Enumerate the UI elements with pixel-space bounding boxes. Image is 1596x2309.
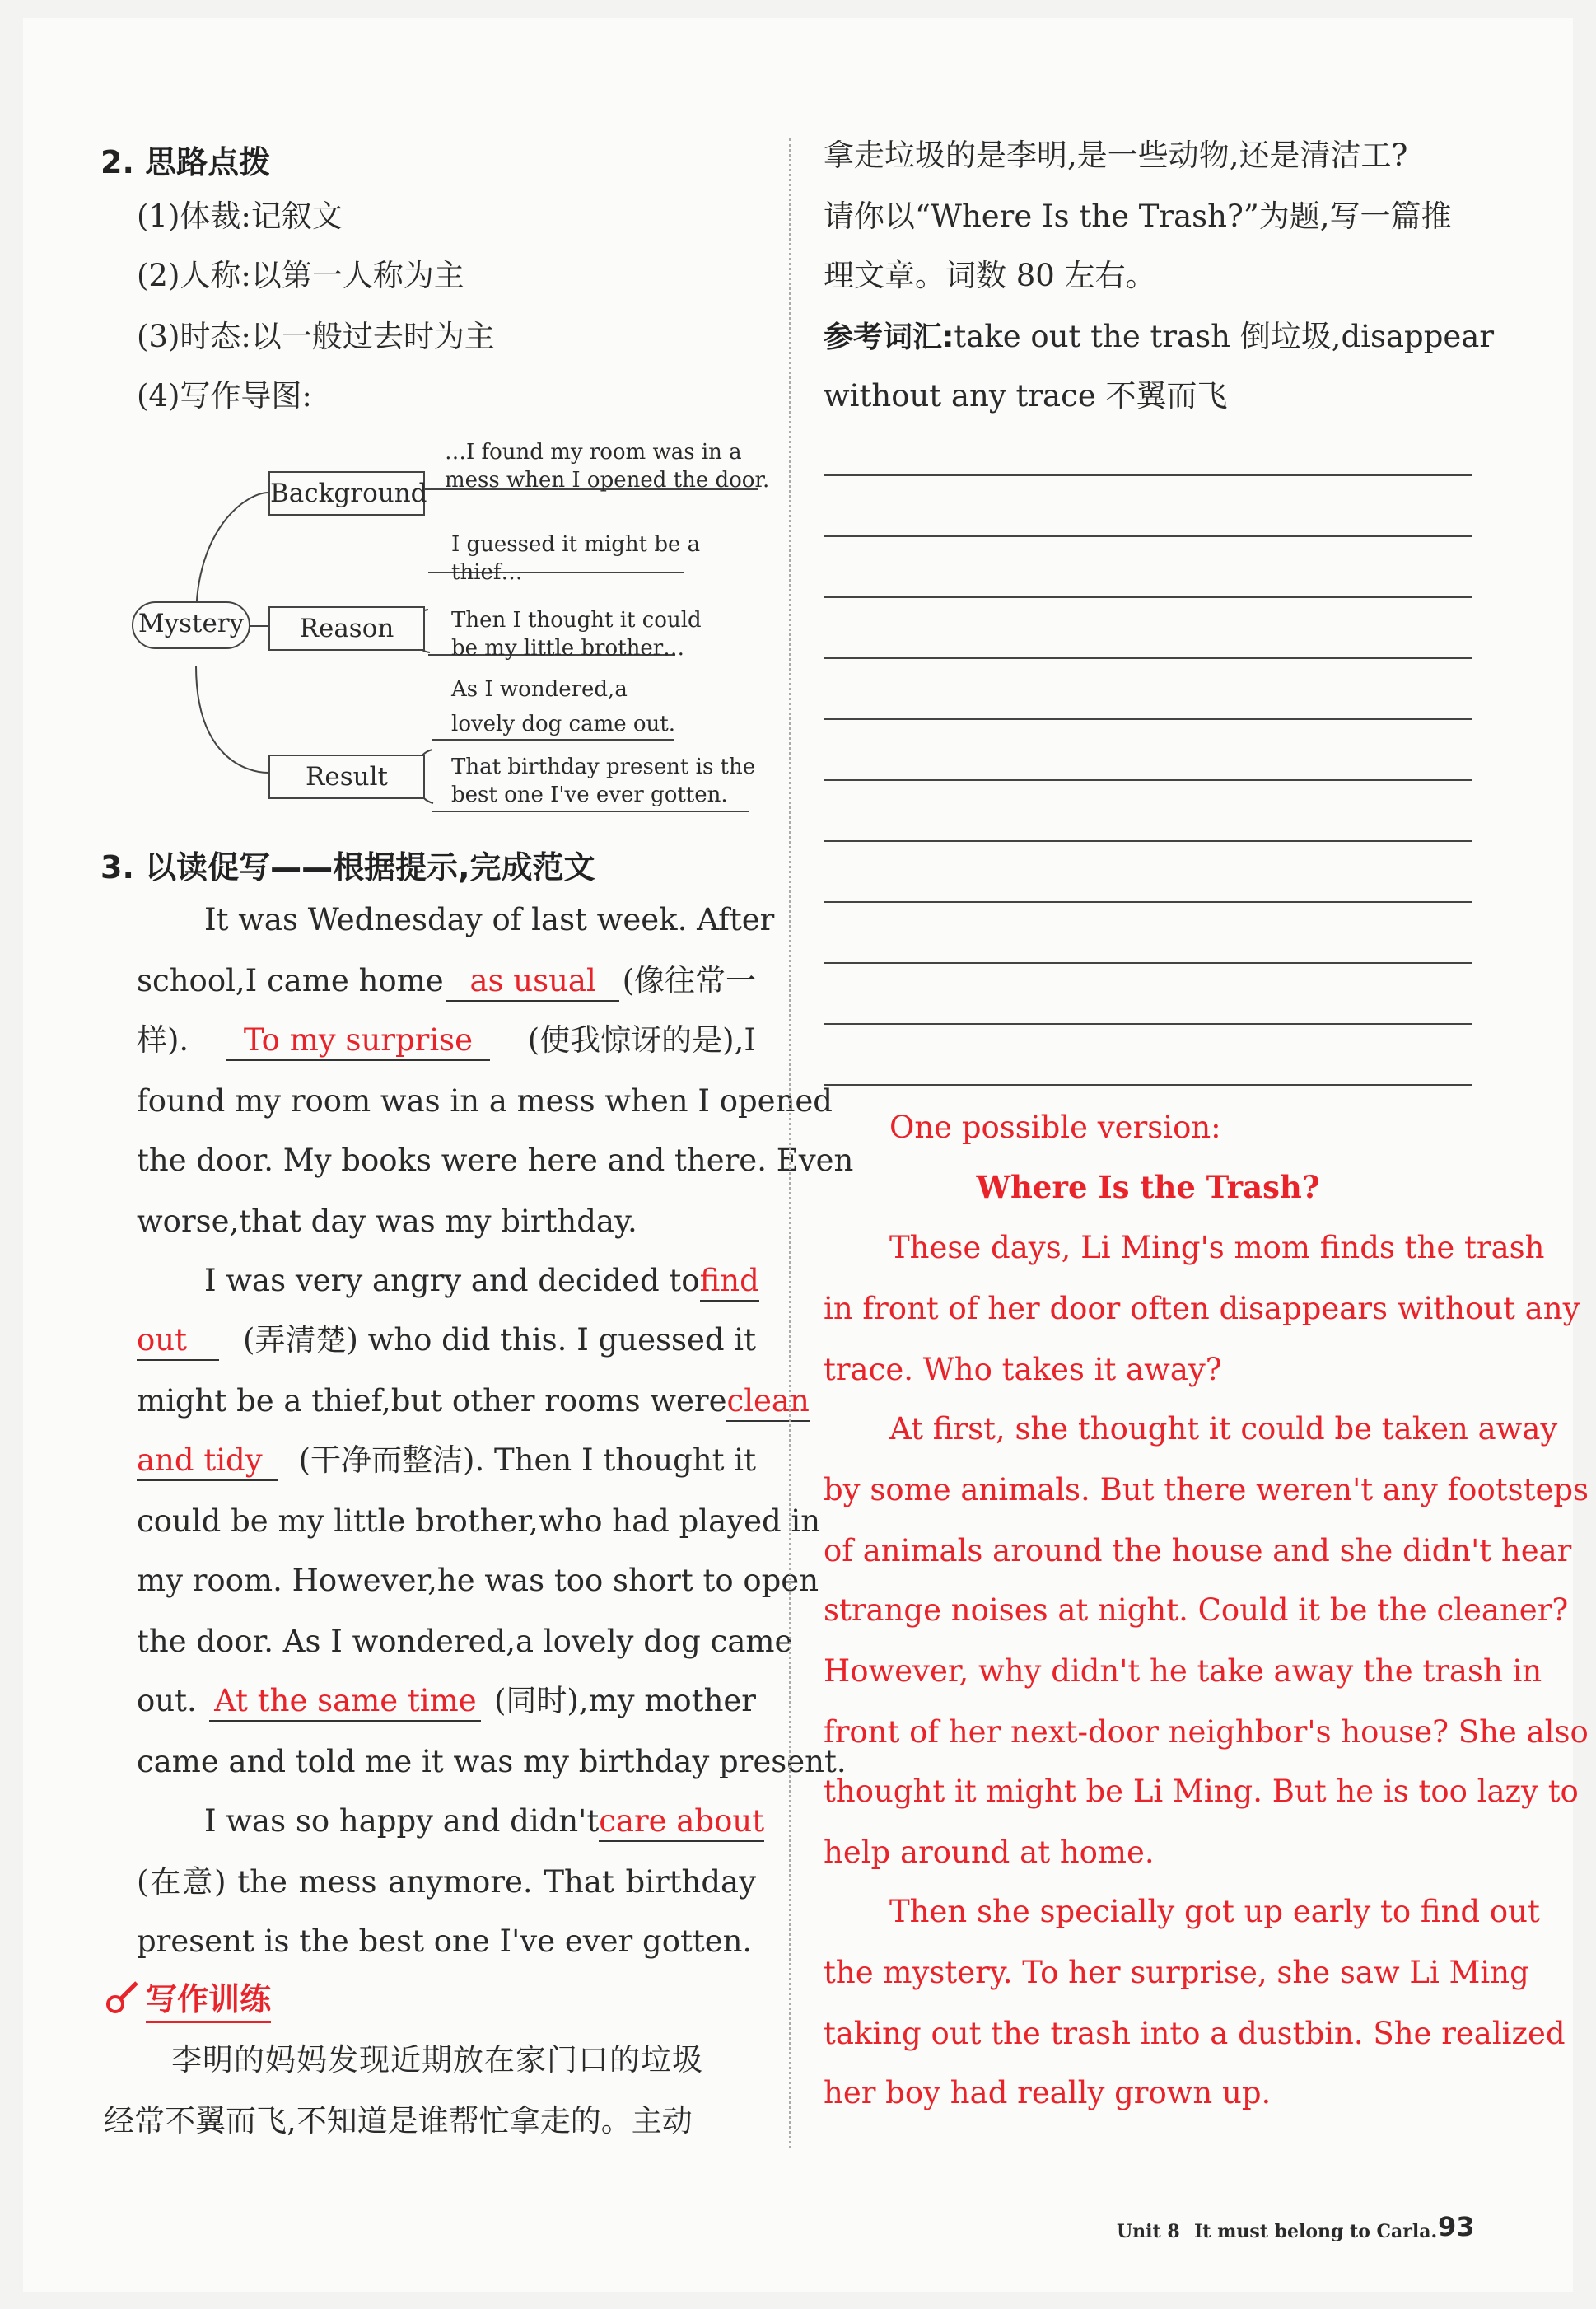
passage-line-4: found my room was in a mess when I opened xyxy=(137,1083,833,1119)
reason-note2-line1: Then I thought it could xyxy=(451,608,702,633)
sample-line: At first, she thought it could be taken away xyxy=(889,1411,1558,1447)
writing-line[interactable] xyxy=(824,535,1472,537)
sample-line: by some animals. But there weren't any footsteps xyxy=(824,1472,1589,1507)
passage-text: 样). xyxy=(137,1022,189,1058)
answer-blank-4a: clean xyxy=(726,1382,809,1422)
result-note1-line2: lovely dog came out. xyxy=(451,712,675,736)
person-item: (2)人称:以第一人称为主 xyxy=(137,258,464,293)
sample-line: front of her next-door neighbor's house? She also xyxy=(824,1714,1589,1750)
column-divider xyxy=(789,138,791,2148)
answer-blank-3b: out xyxy=(137,1321,219,1361)
writing-title: 写作训练 xyxy=(146,1981,271,2023)
answer-blank-3a: find xyxy=(700,1262,759,1302)
answer-blank-2: To my surprise xyxy=(226,1021,490,1061)
result-note1-line1: As I wondered,a xyxy=(451,677,628,702)
vocab-label: 参考词汇: xyxy=(824,320,954,354)
sample-line: her boy had really grown up. xyxy=(824,2075,1272,2110)
prompt-line-3: 拿走垃圾的是李明,是一些动物,还是清洁工? xyxy=(824,138,1408,173)
footer-unit: Unit 8 xyxy=(1117,2221,1180,2242)
passage-line-11: could be my little brother,who had played in xyxy=(137,1503,821,1539)
writing-line[interactable] xyxy=(824,596,1472,598)
prompt-line-2: 经常不翼而飞,不知道是谁帮忙拿走的。主动 xyxy=(104,2103,693,2138)
answer-blank-1: as usual xyxy=(446,962,619,1002)
writing-line[interactable] xyxy=(824,779,1472,781)
passage-line-15: came and told me it was my birthday present. xyxy=(137,1744,847,1779)
passage-line-17: (在意) the mess anymore. That birthday xyxy=(137,1864,756,1900)
passage-line-14 xyxy=(137,1682,756,1722)
passage-text: (干净而整洁). Then I thought it xyxy=(298,1442,756,1478)
passage-line-16 xyxy=(204,1802,765,1842)
writing-line[interactable] xyxy=(824,657,1472,659)
writing-heading xyxy=(104,1974,271,2019)
prompt-line-1: 李明的妈妈发现近期放在家门口的垃圾 xyxy=(171,2042,703,2078)
passage-text: (弄清楚) who did this. I guessed it xyxy=(243,1322,756,1358)
passage-text: I was very angry and decided to xyxy=(204,1263,700,1298)
passage-text: (像往常一 xyxy=(622,963,756,998)
passage-text: might be a thief,but other rooms were xyxy=(137,1383,727,1419)
genre-item: (1)体裁:记叙文 xyxy=(137,199,343,234)
section-2-title: 2. 思路点拨 xyxy=(100,144,271,180)
vocab-text: take out the trash 倒垃圾,disappear xyxy=(954,319,1495,354)
sample-line: trace. Who takes it away? xyxy=(824,1352,1222,1387)
answer-blank-6: care about xyxy=(599,1802,764,1842)
mindmap-result-node: Result xyxy=(268,755,425,799)
footer-unit-title: It must belong to Carla. xyxy=(1194,2221,1438,2242)
passage-line-9 xyxy=(137,1382,810,1422)
writing-line[interactable] xyxy=(824,1023,1472,1025)
writing-line[interactable] xyxy=(824,901,1472,903)
prompt-line-5: 理文章。词数 80 左右。 xyxy=(824,258,1156,293)
passage-line-8 xyxy=(137,1321,756,1361)
passage-line-3 xyxy=(137,1021,756,1061)
sample-line: Then she specially got up early to find out xyxy=(889,1894,1540,1929)
prompt-line-4: 请你以“Where Is the Trash?”为题,写一篇推 xyxy=(824,199,1452,234)
mindmap-reason-node: Reason xyxy=(268,606,425,651)
passage-line-1: It was Wednesday of last week. After xyxy=(204,902,775,937)
passage-line-10 xyxy=(137,1442,756,1481)
mindmap-center-node: Mystery xyxy=(132,601,250,649)
writing-line[interactable] xyxy=(824,1084,1472,1086)
passage-line-6: worse,that day was my birthday. xyxy=(137,1204,637,1239)
sample-line: of animals around the house and she didn't hear xyxy=(824,1533,1572,1568)
reason-note1-line2: thief… xyxy=(451,560,523,585)
mindmap-background-node: Background xyxy=(268,471,425,516)
passage-line-2 xyxy=(137,962,756,1002)
result-note2-line1: That birthday present is the xyxy=(451,755,756,779)
passage-text: out. xyxy=(137,1683,197,1718)
section-3-title: 3. 以读促写——根据提示,完成范文 xyxy=(100,849,595,886)
passage-line-18: present is the best one I've ever gotten. xyxy=(137,1923,753,1959)
writing-line[interactable] xyxy=(824,474,1472,476)
sample-intro: One possible version: xyxy=(889,1110,1221,1145)
sample-line: These days, Li Ming's mom finds the trash xyxy=(889,1230,1545,1265)
vocab-line-2: without any trace 不翼而飞 xyxy=(824,378,1228,414)
sample-line: help around at home. xyxy=(824,1835,1155,1870)
answer-blank-5: At the same time xyxy=(209,1682,481,1722)
passage-text: I was so happy and didn't xyxy=(204,1803,600,1839)
result-note2-line2: best one I've ever gotten. xyxy=(451,783,728,807)
sample-line: taking out the trash into a dustbin. She realized xyxy=(824,2016,1566,2051)
passage-text: (同时),my mother xyxy=(493,1683,756,1718)
passage-line-12: my room. However,he was too short to open xyxy=(137,1563,819,1598)
sample-line: However, why didn't he take away the trash in xyxy=(824,1653,1542,1689)
answer-blank-4b: and tidy xyxy=(137,1442,278,1481)
passage-line-7 xyxy=(204,1262,759,1302)
mindmap-item: (4)写作导图: xyxy=(137,378,312,414)
passage-text: (使我惊讶的是),I xyxy=(527,1022,756,1058)
passage-line-5: the door. My books were here and there. Even xyxy=(137,1143,854,1178)
sample-line: the mystery. To her surprise, she saw Li Ming xyxy=(824,1955,1529,1990)
writing-line[interactable] xyxy=(824,962,1472,964)
bg-note-line1: …I found my room was in a xyxy=(445,440,742,465)
bg-note-line2: mess when I opened the door. xyxy=(445,468,770,493)
tense-item: (3)时态:以一般过去时为主 xyxy=(137,319,495,354)
sample-line: strange noises at night. Could it be the cleaner? xyxy=(824,1592,1569,1628)
writing-line[interactable] xyxy=(824,840,1472,842)
sample-line: in front of her door often disappears without any xyxy=(824,1291,1580,1326)
sample-line: thought it might be Li Ming. But he is too lazy to xyxy=(824,1774,1579,1809)
passage-line-13: the door. As I wondered,a lovely dog came xyxy=(137,1624,793,1659)
reason-note2-line2: be my little brother… xyxy=(451,636,685,661)
sample-title: Where Is the Trash? xyxy=(976,1169,1320,1205)
vocab-line-1 xyxy=(824,318,1494,357)
writing-line[interactable] xyxy=(824,718,1472,720)
page-number: 93 xyxy=(1438,2211,1475,2242)
passage-text: school,I came home xyxy=(137,963,444,998)
reason-note1-line1: I guessed it might be a xyxy=(451,532,701,557)
pen-icon xyxy=(104,1978,142,2016)
